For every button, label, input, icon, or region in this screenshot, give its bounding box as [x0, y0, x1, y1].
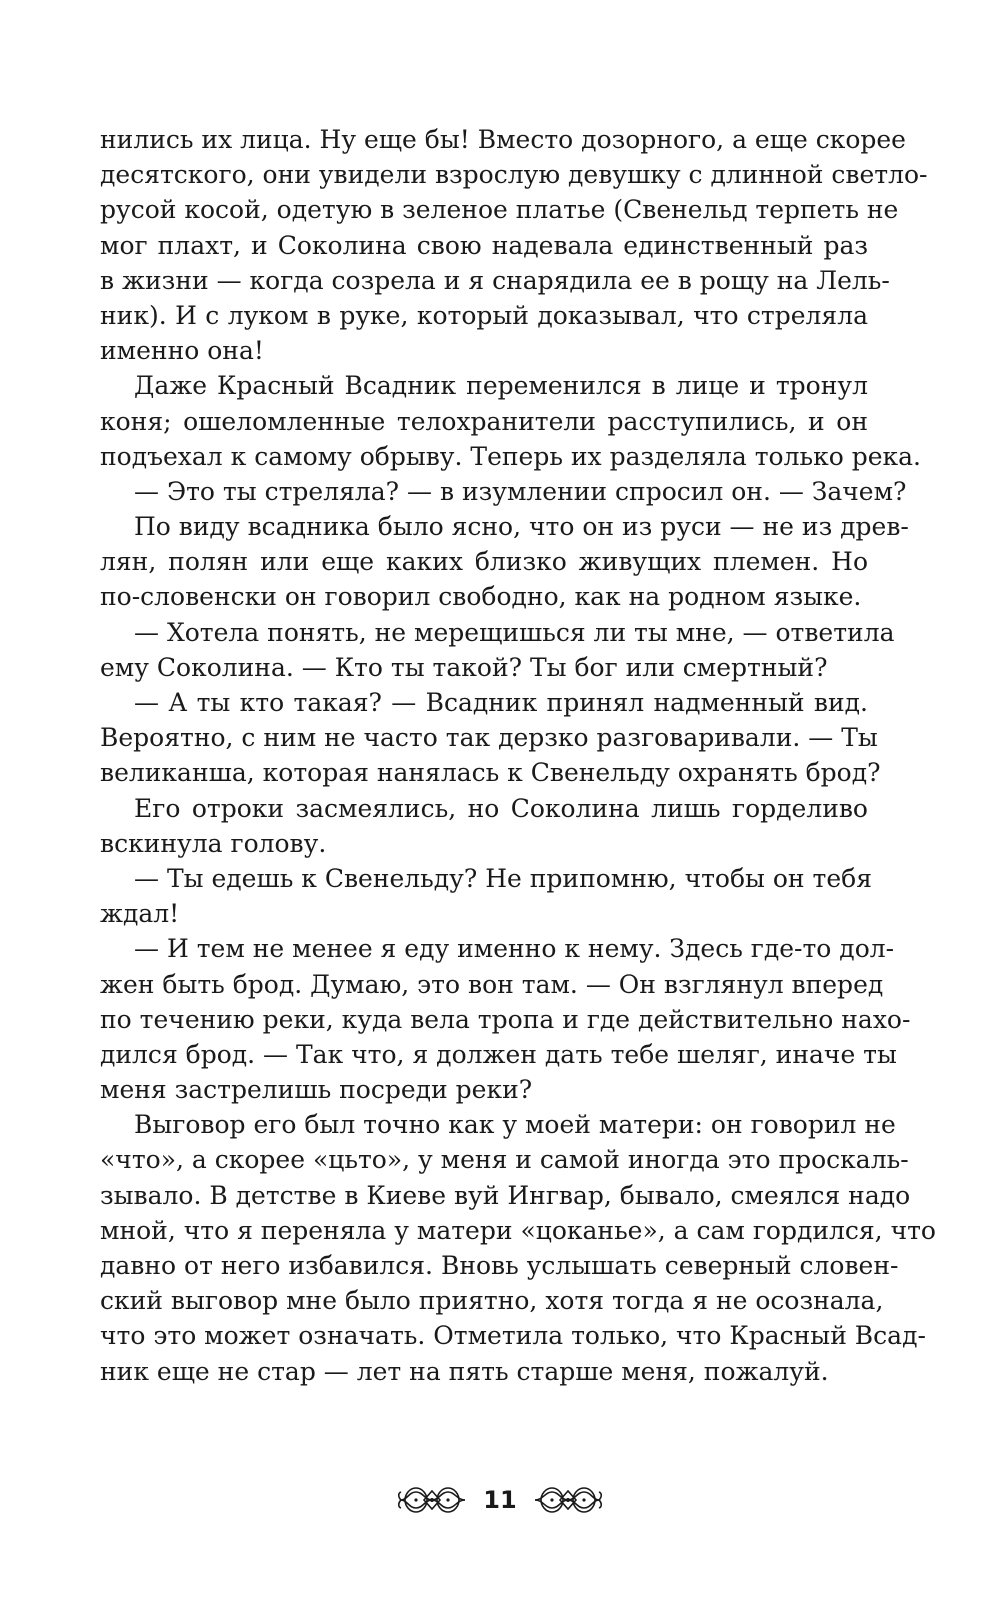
text-line: «что», а скорее «цьто», у меня и самой иногда это проскаль- [100, 1145, 909, 1175]
text-line: коня; ошеломленные телохранители расступились, и он [100, 406, 868, 436]
body-text [100, 122, 936, 1389]
text-line: дился брод. — Так что, я должен дать тебе шеляг, иначе ты [100, 1039, 897, 1069]
text-line: — Это ты стреляла? — в изумлении спросил он. — Зачем? [134, 476, 907, 506]
text-line: ему Соколина. — Кто ты такой? Ты бог или смертный? [100, 652, 828, 682]
text-line: великанша, которая нанялась к Свенельду охранять брод? [100, 758, 881, 788]
text-line: ник еще не стар — лет на пять старше меня, пожалуй. [100, 1356, 829, 1386]
text-line: Даже Красный Всадник переменился в лице и тронул [134, 371, 868, 401]
text-line: — Хотела понять, не мерещишься ли ты мне, — ответила [134, 617, 895, 647]
text-line: меня застрелишь посреди реки? [100, 1075, 533, 1105]
text-line: подъехал к самому обрыву. Теперь их разделяла только река. [100, 441, 921, 471]
page-number: 11 [483, 1486, 517, 1514]
text-line: ский выговор мне было приятно, хотя тогда я не осознала, [100, 1286, 884, 1316]
text-line: вскинула голову. [100, 828, 327, 858]
text-line: русой косой, одетую в зеленое платье (Свенельд терпеть не [100, 195, 899, 225]
text-line: мог плахт, и Соколина свою надевала единственный раз [100, 230, 868, 260]
text-line: Вероятно, с ним не часто так дерзко разговаривали. — Ты [100, 723, 878, 753]
text-line: по течению реки, куда вела тропа и где действительно нахо- [100, 1004, 911, 1034]
text-line: лян, полян или еще каких близко живущих племен. Но [100, 547, 868, 577]
text-line: жен быть брод. Думаю, это вон там. — Он взглянул вперед [100, 969, 884, 999]
right-knot-ornament-icon [531, 1483, 605, 1517]
left-knot-ornament-icon [395, 1483, 469, 1517]
text-line: — Ты едешь к Свенельду? Не припомню, чтобы он тебя [134, 863, 872, 893]
text-line: в жизни — когда созрела и я снарядила ее в рощу на Лель- [100, 265, 890, 295]
text-line: ждал! [100, 899, 180, 929]
text-line: — А ты кто такая? — Всадник принял надменный вид. [134, 688, 868, 717]
text-line: Его отроки засмеялись, но Соколина лишь горделиво [134, 793, 868, 823]
page-footer [0, 1480, 1000, 1520]
text-line: зывало. В детстве в Киеве вуй Ингвар, бывало, смеялся надо [100, 1180, 911, 1210]
text-line: мной, что я переняла у матери «цоканье», а сам гордился, что [100, 1215, 936, 1245]
text-line: именно она! [100, 336, 264, 366]
text-line: — И тем не менее я еду именно к нему. Здесь где-то дол- [134, 934, 895, 964]
text-line: что это может означать. Отметила только, что Красный Всад- [100, 1321, 926, 1351]
text-line: нились их лица. Ну еще бы! Вместо дозорного, а еще скорее [100, 125, 906, 154]
text-line: давно от него избавился. Вновь услышать северный словен- [100, 1251, 899, 1280]
text-line: По виду всадника было ясно, что он из руси — не из древ- [134, 512, 909, 542]
text-line: десятского, они увидели взрослую девушку с длинной светло- [100, 160, 928, 190]
text-line: Выговор его был точно как у моей матери: он говорил не [134, 1110, 896, 1140]
text-line: ник). И с луком в руке, который доказывал, что стреляла [100, 300, 868, 330]
text-line: по-словенски он говорил свободно, как на родном языке. [100, 582, 862, 612]
